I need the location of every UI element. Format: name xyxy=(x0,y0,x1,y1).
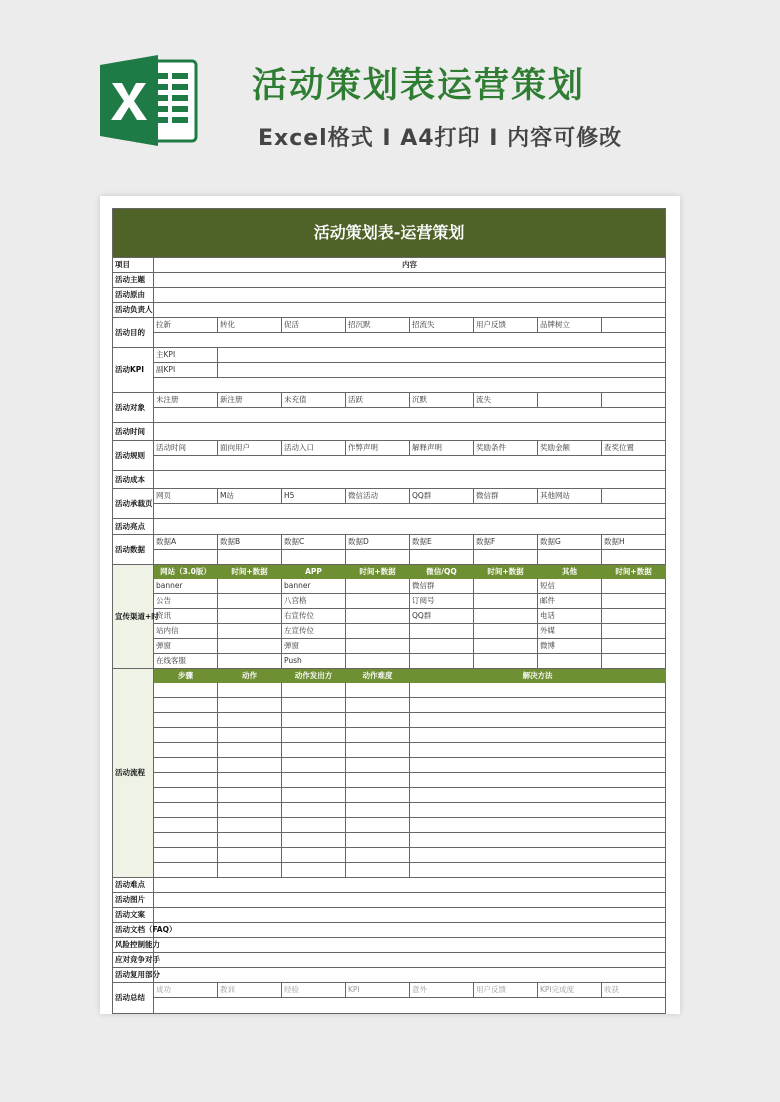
flow-cell[interactable] xyxy=(154,863,218,878)
channel-cell[interactable] xyxy=(474,594,538,609)
channel-cell[interactable]: 公告 xyxy=(154,594,218,609)
flow-cell[interactable] xyxy=(410,803,666,818)
channel-cell[interactable] xyxy=(218,594,282,609)
flow-cell[interactable] xyxy=(346,788,410,803)
channel-cell[interactable] xyxy=(410,639,474,654)
summary-item[interactable]: 用户反馈 xyxy=(474,983,538,998)
rule-item[interactable]: 查奖位置 xyxy=(602,441,666,456)
flow-cell[interactable] xyxy=(410,773,666,788)
flow-cell[interactable] xyxy=(346,713,410,728)
flow-cell[interactable] xyxy=(154,803,218,818)
flow-cell[interactable] xyxy=(218,698,282,713)
cell[interactable] xyxy=(218,550,282,565)
label-data: 活动数据 xyxy=(113,535,154,565)
channel-cell[interactable]: 电话 xyxy=(538,609,602,624)
channel-cell[interactable]: 站内信 xyxy=(154,624,218,639)
col-content-header: 内容 xyxy=(154,258,666,273)
cell[interactable] xyxy=(602,550,666,565)
data-item[interactable]: 数据D xyxy=(346,535,410,550)
target-item[interactable]: 流失 xyxy=(474,393,538,408)
data-item[interactable]: 数据H xyxy=(602,535,666,550)
label-compete: 应对竞争对手 xyxy=(113,953,154,968)
label-copy: 活动文案 xyxy=(113,908,154,923)
flow-cell[interactable] xyxy=(410,743,666,758)
goal-item[interactable]: 转化 xyxy=(218,318,282,333)
goal-item[interactable]: 用户反馈 xyxy=(474,318,538,333)
flow-header: 动作 xyxy=(218,669,282,683)
flow-cell[interactable] xyxy=(218,818,282,833)
flow-cell[interactable] xyxy=(282,848,346,863)
rule-item[interactable]: 活动时间 xyxy=(154,441,218,456)
flow-cell[interactable] xyxy=(410,833,666,848)
cell[interactable] xyxy=(218,363,666,378)
cell-highlight[interactable] xyxy=(154,519,666,535)
label-theme: 活动主题 xyxy=(113,273,154,288)
cell[interactable] xyxy=(154,456,666,471)
page-subtitle: Excel格式 I A4打印 I 内容可修改 xyxy=(258,126,623,151)
cell-doc[interactable] xyxy=(154,923,666,938)
channel-cell[interactable] xyxy=(602,639,666,654)
channel-cell[interactable]: 微信群 xyxy=(410,579,474,594)
flow-cell[interactable] xyxy=(346,758,410,773)
flow-cell[interactable] xyxy=(346,863,410,878)
carrier-item[interactable]: 其他网站 xyxy=(538,489,602,504)
channel-cell[interactable] xyxy=(346,579,410,594)
channel-cell[interactable]: QQ群 xyxy=(410,609,474,624)
flow-cell[interactable] xyxy=(218,743,282,758)
channel-cell[interactable] xyxy=(602,654,666,669)
channel-cell[interactable]: 右宣传位 xyxy=(282,609,346,624)
cell[interactable] xyxy=(218,348,666,363)
flow-cell[interactable] xyxy=(154,833,218,848)
flow-cell[interactable] xyxy=(410,698,666,713)
rule-item[interactable]: 面向用户 xyxy=(218,441,282,456)
summary-item[interactable]: 意外 xyxy=(410,983,474,998)
channel-cell[interactable] xyxy=(346,639,410,654)
flow-cell[interactable] xyxy=(410,683,666,698)
flow-cell[interactable] xyxy=(346,848,410,863)
channel-cell[interactable]: Push xyxy=(282,654,346,669)
label-difficulty: 活动难点 xyxy=(113,878,154,893)
excel-logo-icon xyxy=(100,53,198,148)
cell[interactable] xyxy=(602,318,666,333)
channel-header: 其他 xyxy=(538,565,602,579)
flow-cell[interactable] xyxy=(154,713,218,728)
cell[interactable] xyxy=(154,378,666,393)
carrier-item[interactable]: 微信群 xyxy=(474,489,538,504)
carrier-item[interactable]: 网页 xyxy=(154,489,218,504)
flow-cell[interactable] xyxy=(218,728,282,743)
cell-reuse[interactable] xyxy=(154,968,666,983)
flow-cell[interactable] xyxy=(154,848,218,863)
goal-item[interactable]: 拉新 xyxy=(154,318,218,333)
data-item[interactable]: 数据C xyxy=(282,535,346,550)
data-item[interactable]: 数据F xyxy=(474,535,538,550)
cell[interactable] xyxy=(602,393,666,408)
rule-item[interactable]: 活动入口 xyxy=(282,441,346,456)
flow-cell[interactable] xyxy=(282,833,346,848)
flow-cell[interactable] xyxy=(410,713,666,728)
summary-item[interactable]: KPI xyxy=(346,983,410,998)
sheet-paper xyxy=(100,196,680,1014)
cell-difficulty[interactable] xyxy=(154,878,666,893)
cell-image[interactable] xyxy=(154,893,666,908)
label-kpi: 活动KPI xyxy=(113,348,154,393)
goal-item[interactable]: 招沉默 xyxy=(346,318,410,333)
rule-item[interactable]: 解释声明 xyxy=(410,441,474,456)
channel-cell[interactable]: 八宫格 xyxy=(282,594,346,609)
flow-cell[interactable] xyxy=(218,863,282,878)
flow-cell[interactable] xyxy=(282,803,346,818)
flow-cell[interactable] xyxy=(154,758,218,773)
channel-cell[interactable]: 外媒 xyxy=(538,624,602,639)
cell-theme[interactable] xyxy=(154,273,666,288)
label-flow: 活动流程 xyxy=(113,669,154,878)
flow-header: 解决方法 xyxy=(410,669,666,683)
channel-cell[interactable] xyxy=(346,594,410,609)
rule-item[interactable]: 作弊声明 xyxy=(346,441,410,456)
sheet-title: 活动策划表-运营策划 xyxy=(113,209,666,258)
target-item[interactable]: 未充值 xyxy=(282,393,346,408)
spreadsheet xyxy=(112,208,665,1014)
channel-cell[interactable]: 左宣传位 xyxy=(282,624,346,639)
target-item[interactable]: 活跃 xyxy=(346,393,410,408)
flow-cell[interactable] xyxy=(218,758,282,773)
flow-cell[interactable] xyxy=(282,743,346,758)
carrier-item[interactable]: QQ群 xyxy=(410,489,474,504)
cell[interactable] xyxy=(474,550,538,565)
channel-header: 网站（3.0版） xyxy=(154,565,218,579)
cell[interactable] xyxy=(154,408,666,423)
carrier-item[interactable]: H5 xyxy=(282,489,346,504)
flow-cell[interactable] xyxy=(282,683,346,698)
channel-header: 时间+数据 xyxy=(218,565,282,579)
channel-header: 时间+数据 xyxy=(474,565,538,579)
cell[interactable] xyxy=(154,504,666,519)
label-summary: 活动总结 xyxy=(113,983,154,1014)
flow-cell[interactable] xyxy=(218,803,282,818)
channel-cell[interactable]: 弹窗 xyxy=(282,639,346,654)
channel-cell[interactable]: 短信 xyxy=(538,579,602,594)
cell[interactable] xyxy=(154,333,666,348)
channel-header: 时间+数据 xyxy=(602,565,666,579)
channel-cell[interactable] xyxy=(218,639,282,654)
flow-cell[interactable] xyxy=(410,788,666,803)
cell[interactable] xyxy=(410,550,474,565)
flow-cell[interactable] xyxy=(282,773,346,788)
flow-cell[interactable] xyxy=(410,818,666,833)
cell[interactable] xyxy=(538,393,602,408)
cell[interactable] xyxy=(602,489,666,504)
kpi-sub[interactable]: 副KPI xyxy=(154,363,218,378)
channel-cell[interactable]: 邮件 xyxy=(538,594,602,609)
channel-cell[interactable]: 资讯 xyxy=(154,609,218,624)
data-item[interactable]: 数据G xyxy=(538,535,602,550)
flow-cell[interactable] xyxy=(218,848,282,863)
target-item[interactable]: 未注册 xyxy=(154,393,218,408)
flow-cell[interactable] xyxy=(154,743,218,758)
flow-cell[interactable] xyxy=(218,713,282,728)
channel-cell[interactable]: 弹窗 xyxy=(154,639,218,654)
label-rules: 活动规则 xyxy=(113,441,154,471)
label-channel: 宣传渠道+时 xyxy=(113,565,154,669)
channel-cell[interactable] xyxy=(474,639,538,654)
channel-cell[interactable] xyxy=(474,654,538,669)
flow-cell[interactable] xyxy=(282,758,346,773)
flow-cell[interactable] xyxy=(346,683,410,698)
page-title: 活动策划表运营策划 xyxy=(252,66,586,106)
channel-header: 时间+数据 xyxy=(346,565,410,579)
label-goal: 活动目的 xyxy=(113,318,154,348)
label-owner: 活动负责人 xyxy=(113,303,154,318)
cell-risk[interactable] xyxy=(154,938,666,953)
channel-cell[interactable]: banner xyxy=(282,579,346,594)
channel-cell[interactable] xyxy=(218,624,282,639)
summary-item[interactable]: 经验 xyxy=(282,983,346,998)
channel-cell[interactable] xyxy=(218,579,282,594)
label-doc: 活动文档（FAQ） xyxy=(113,923,154,938)
flow-cell[interactable] xyxy=(346,743,410,758)
channel-cell[interactable] xyxy=(218,654,282,669)
channel-cell[interactable]: 订阅号 xyxy=(410,594,474,609)
target-item[interactable]: 沉默 xyxy=(410,393,474,408)
goal-item[interactable]: 促活 xyxy=(282,318,346,333)
cell[interactable] xyxy=(282,550,346,565)
flow-header: 动作难度 xyxy=(346,669,410,683)
flow-cell[interactable] xyxy=(218,683,282,698)
cell-owner[interactable] xyxy=(154,303,666,318)
plan-table xyxy=(112,208,666,1014)
channel-cell[interactable] xyxy=(602,624,666,639)
flow-cell[interactable] xyxy=(154,788,218,803)
channel-cell[interactable]: 微博 xyxy=(538,639,602,654)
cell-copy[interactable] xyxy=(154,908,666,923)
flow-cell[interactable] xyxy=(218,773,282,788)
flow-cell[interactable] xyxy=(410,863,666,878)
target-item[interactable]: 新注册 xyxy=(218,393,282,408)
cell[interactable] xyxy=(346,550,410,565)
channel-cell[interactable] xyxy=(602,609,666,624)
channel-header: APP xyxy=(282,565,346,579)
channel-cell[interactable] xyxy=(218,609,282,624)
label-highlight: 活动亮点 xyxy=(113,519,154,535)
channel-cell[interactable] xyxy=(346,624,410,639)
cell-cost[interactable] xyxy=(154,471,666,489)
goal-item[interactable]: 品牌树立 xyxy=(538,318,602,333)
goal-item[interactable]: 招流失 xyxy=(410,318,474,333)
label-image: 活动图片 xyxy=(113,893,154,908)
cell[interactable] xyxy=(154,998,666,1014)
summary-item[interactable]: KPI完成度 xyxy=(538,983,602,998)
flow-cell[interactable] xyxy=(218,788,282,803)
flow-header: 动作发出方 xyxy=(282,669,346,683)
channel-cell[interactable] xyxy=(474,609,538,624)
data-item[interactable]: 数据A xyxy=(154,535,218,550)
flow-cell[interactable] xyxy=(154,818,218,833)
carrier-item[interactable]: M站 xyxy=(218,489,282,504)
label-reason: 活动原由 xyxy=(113,288,154,303)
cell[interactable] xyxy=(538,550,602,565)
summary-item[interactable]: 教训 xyxy=(218,983,282,998)
flow-header: 步骤 xyxy=(154,669,218,683)
flow-cell[interactable] xyxy=(410,848,666,863)
cell-reason[interactable] xyxy=(154,288,666,303)
flow-cell[interactable] xyxy=(346,833,410,848)
channel-header: 微信/QQ xyxy=(410,565,474,579)
channel-cell[interactable] xyxy=(474,579,538,594)
label-reuse: 活动复用部分 xyxy=(113,968,154,983)
flow-cell[interactable] xyxy=(346,803,410,818)
rule-item[interactable]: 奖励条件 xyxy=(474,441,538,456)
flow-cell[interactable] xyxy=(282,728,346,743)
channel-cell[interactable] xyxy=(602,594,666,609)
col-item-header: 项目 xyxy=(113,258,154,273)
flow-cell[interactable] xyxy=(154,728,218,743)
flow-cell[interactable] xyxy=(154,773,218,788)
channel-cell[interactable] xyxy=(346,609,410,624)
channel-cell[interactable] xyxy=(602,579,666,594)
label-time: 活动时间 xyxy=(113,423,154,441)
flow-cell[interactable] xyxy=(346,728,410,743)
channel-cell[interactable] xyxy=(474,624,538,639)
flow-cell[interactable] xyxy=(218,833,282,848)
flow-cell[interactable] xyxy=(410,728,666,743)
channel-cell[interactable] xyxy=(538,654,602,669)
flow-cell[interactable] xyxy=(346,773,410,788)
flow-cell[interactable] xyxy=(282,863,346,878)
flow-cell[interactable] xyxy=(282,818,346,833)
channel-cell[interactable] xyxy=(346,654,410,669)
flow-cell[interactable] xyxy=(410,758,666,773)
cell-time[interactable] xyxy=(154,423,666,441)
channel-cell[interactable]: 在线客服 xyxy=(154,654,218,669)
flow-cell[interactable] xyxy=(346,818,410,833)
label-carrier: 活动承载页 xyxy=(113,489,154,519)
channel-cell[interactable]: banner xyxy=(154,579,218,594)
summary-item[interactable]: 成功 xyxy=(154,983,218,998)
label-risk: 风险控制能力 xyxy=(113,938,154,953)
cell-compete[interactable] xyxy=(154,953,666,968)
channel-cell[interactable] xyxy=(410,624,474,639)
flow-cell[interactable] xyxy=(346,698,410,713)
flow-cell[interactable] xyxy=(282,788,346,803)
channel-cell[interactable] xyxy=(410,654,474,669)
data-item[interactable]: 数据E xyxy=(410,535,474,550)
carrier-item[interactable]: 微信活动 xyxy=(346,489,410,504)
flow-cell[interactable] xyxy=(282,713,346,728)
flow-cell[interactable] xyxy=(154,698,218,713)
flow-cell[interactable] xyxy=(154,683,218,698)
data-item[interactable]: 数据B xyxy=(218,535,282,550)
flow-cell[interactable] xyxy=(282,698,346,713)
summary-item[interactable]: 收获 xyxy=(602,983,666,998)
label-cost: 活动成本 xyxy=(113,471,154,489)
label-target: 活动对象 xyxy=(113,393,154,423)
rule-item[interactable]: 奖励金额 xyxy=(538,441,602,456)
cell[interactable] xyxy=(154,550,218,565)
kpi-main[interactable]: 主KPI xyxy=(154,348,218,363)
